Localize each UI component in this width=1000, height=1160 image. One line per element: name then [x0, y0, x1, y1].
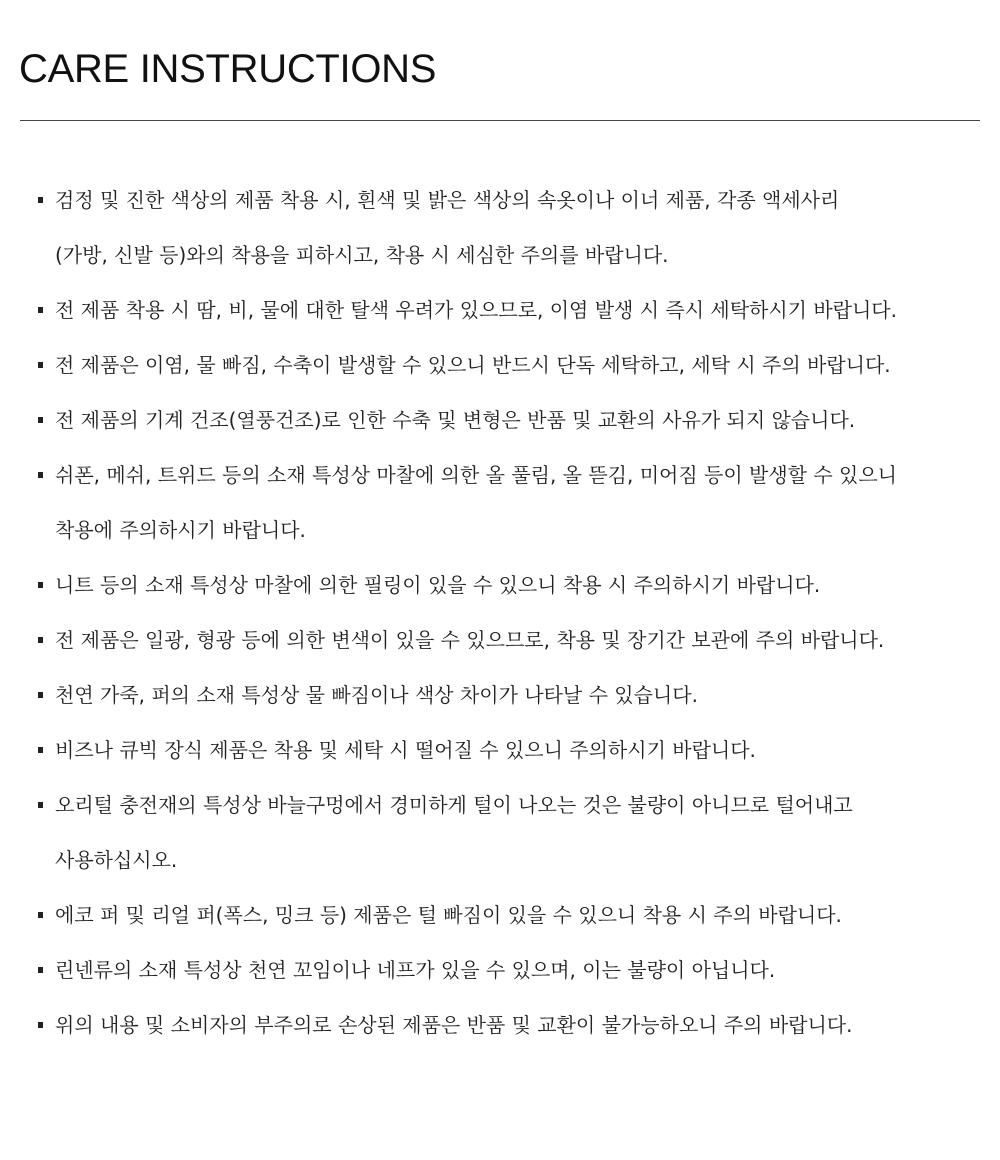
title-divider — [20, 120, 980, 121]
instruction-text: 전 제품은 일광, 형광 등에 의한 변색이 있을 수 있으므로, 착용 및 장기간 보관에 주의 바랍니다. — [55, 628, 885, 652]
instruction-text: 린넨류의 소재 특성상 천연 꼬임이나 네프가 있을 수 있으며, 이는 불량이 아닙니다. — [55, 958, 776, 982]
instruction-item — [38, 943, 968, 998]
instruction-text: 에코 퍼 및 리얼 퍼(폭스, 밍크 등) 제품은 털 빠짐이 있을 수 있으니 착용 시 주의 바랍니다. — [55, 903, 842, 927]
instruction-item — [38, 173, 968, 283]
square-bullet-icon — [38, 692, 43, 698]
instruction-item — [38, 393, 968, 448]
page-title: CARE INSTRUCTIONS — [19, 47, 437, 91]
instruction-text: (가방, 신발 등)와의 착용을 피하시고, 착용 시 세심한 주의를 바랍니다. — [55, 243, 669, 267]
instruction-text: 전 제품 착용 시 땀, 비, 물에 대한 탈색 우려가 있으므로, 이염 발생 시 즉시 세탁하시기 바랍니다. — [55, 298, 897, 322]
instruction-item — [38, 998, 968, 1053]
instruction-item — [38, 723, 968, 778]
instruction-text: 전 제품은 이염, 물 빠짐, 수축이 발생할 수 있으니 반드시 단독 세탁하고, 세탁 시 주의 바랍니다. — [55, 353, 891, 377]
instruction-text: 천연 가죽, 퍼의 소재 특성상 물 빠짐이나 색상 차이가 나타날 수 있습니다. — [55, 683, 698, 707]
square-bullet-icon — [38, 1022, 43, 1028]
instruction-text: 전 제품의 기계 건조(열풍건조)로 인한 수축 및 변형은 반품 및 교환의 사유가 되지 않습니다. — [55, 408, 856, 432]
square-bullet-icon — [38, 747, 43, 753]
instruction-item — [38, 448, 968, 558]
instruction-text: 니트 등의 소재 특성상 마찰에 의한 필링이 있을 수 있으니 착용 시 주의하시기 바랍니다. — [55, 573, 821, 597]
instruction-item — [38, 613, 968, 668]
instruction-text: 착용에 주의하시기 바랍니다. — [55, 518, 306, 542]
instruction-list — [38, 173, 968, 1053]
instruction-item — [38, 283, 968, 338]
instruction-text: 위의 내용 및 소비자의 부주의로 손상된 제품은 반품 및 교환이 불가능하오니 주의 바랍니다. — [55, 1013, 853, 1037]
instruction-item — [38, 888, 968, 943]
square-bullet-icon — [38, 912, 43, 918]
instruction-text: 오리털 충전재의 특성상 바늘구멍에서 경미하게 털이 나오는 것은 불량이 아니므로 털어내고 — [55, 793, 853, 817]
square-bullet-icon — [38, 637, 43, 643]
instruction-item — [38, 558, 968, 613]
square-bullet-icon — [38, 967, 43, 973]
square-bullet-icon — [38, 362, 43, 368]
instruction-text: 비즈나 큐빅 장식 제품은 착용 및 세탁 시 떨어질 수 있으니 주의하시기 바랍니다. — [55, 738, 756, 762]
instruction-item — [38, 668, 968, 723]
square-bullet-icon — [38, 197, 43, 203]
instruction-text: 사용하십시오. — [55, 848, 178, 872]
square-bullet-icon — [38, 307, 43, 313]
square-bullet-icon — [38, 582, 43, 588]
instruction-item — [38, 778, 968, 888]
instruction-item — [38, 338, 968, 393]
square-bullet-icon — [38, 417, 43, 423]
instruction-text: 검정 및 진한 색상의 제품 착용 시, 흰색 및 밝은 색상의 속옷이나 이너 제품, 각종 액세사리 — [55, 188, 840, 212]
square-bullet-icon — [38, 802, 43, 808]
instruction-text: 쉬폰, 메쉬, 트위드 등의 소재 특성상 마찰에 의한 올 풀림, 올 뜯김, 미어짐 등이 발생할 수 있으니 — [55, 463, 897, 487]
square-bullet-icon — [38, 472, 43, 478]
